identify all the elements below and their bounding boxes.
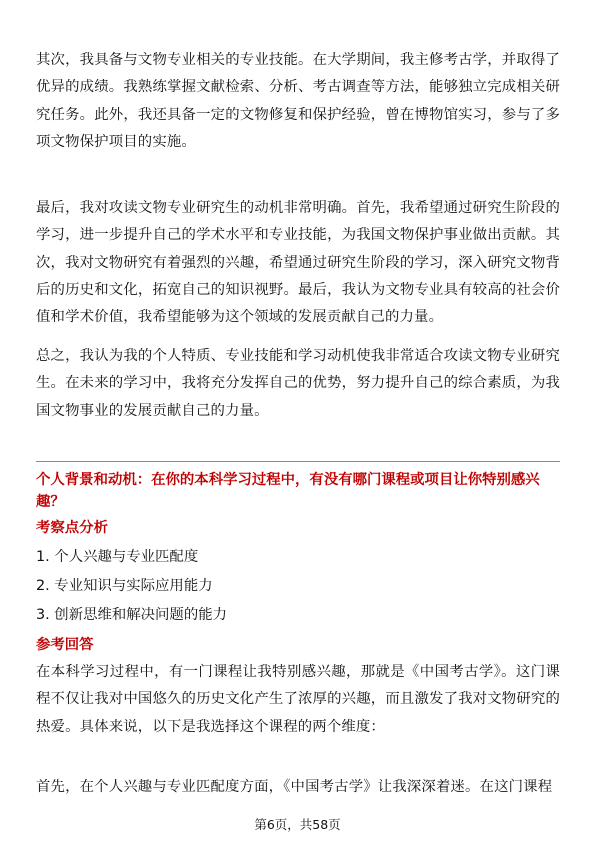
list-item: 1. 个人兴趣与专业匹配度 xyxy=(36,549,199,565)
analysis-heading: 考察点分析 xyxy=(36,520,108,536)
list-item: 2. 专业知识与实际应用能力 xyxy=(36,578,213,594)
answer-heading: 参考回答 xyxy=(36,637,94,653)
section-divider xyxy=(36,461,560,462)
list-item: 3. 创新思维和解决问题的能力 xyxy=(36,607,227,623)
question-heading: 个人背景和动机：在你的本科学习过程中，有没有哪门课程或项目让你特别感兴趣？ xyxy=(36,472,540,510)
page-number: 第6页，共58页 xyxy=(254,817,341,832)
body-paragraph: 最后，我对攻读文物专业研究生的动机非常明确。首先，我希望通过研究生阶段的学习，进一步提升自己的学术水平和专业技能，为我国文物保护事业做出贡献。其次，我对文物研究有着强烈的兴趣，希望通过研究生阶段的学习，深入研究文物背后的历史和文化，拓宽自己的知识视野。最后，我认为文物专业具有较高的社会价值和学术价值，我希望能够为这个领域的发展贡献自己的力量。 xyxy=(36,200,560,326)
body-paragraph: 总之，我认为我的个人特质、专业技能和学习动机使我非常适合攻读文物专业研究生。在未来的学习中，我将充分发挥自己的优势，努力提升自己的综合素质，为我国文物事业的发展贡献自己的力量。 xyxy=(36,348,560,419)
answer-paragraph: 在本科学习过程中，有一门课程让我特别感兴趣，那就是《中国考古学》。这门课程不仅让我对中国悠久的历史文化产生了浓厚的兴趣，而且激发了我对文物研究的热爱。具体来说，以下是我选择这个课程的两个维度： xyxy=(36,664,560,735)
answer-paragraph: 首先，在个人兴趣与专业匹配度方面，《中国考古学》让我深深着迷。在这门课程 xyxy=(36,779,553,795)
body-paragraph: 其次，我具备与文物专业相关的专业技能。在大学期间，我主修考古学，并取得了优异的成绩。我熟练掌握文献检索、分析、考古调查等方法，能够独立完成相关研究任务。此外，我还具备一定的文物修复和保护经验，曾在博物馆实习，参与了多项文物保护项目的实施。 xyxy=(36,52,560,150)
